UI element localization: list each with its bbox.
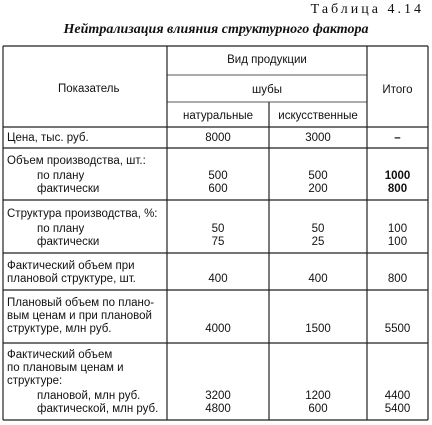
header-col-artificial: искусственные bbox=[278, 110, 358, 122]
row-structure-label: Структура производства, %: bbox=[7, 208, 158, 220]
row-structure-fact-label: фактически bbox=[37, 236, 100, 248]
row-price-nat: 8000 bbox=[205, 132, 231, 144]
row-volume-total-plan: 1000 bbox=[384, 170, 411, 182]
header-group: шубы bbox=[252, 84, 282, 96]
row-fvpp-art-fact: 600 bbox=[308, 403, 328, 415]
row-pvpp-nat: 4000 bbox=[205, 323, 231, 335]
table-number: Таблица 4.14 bbox=[310, 2, 424, 17]
row-fvpp-total-fact: 5400 bbox=[384, 403, 411, 415]
header-indicator: Показатель bbox=[58, 83, 120, 95]
row-volume-art-plan: 500 bbox=[308, 170, 328, 182]
row-structure-art-fact: 25 bbox=[311, 236, 325, 248]
row-fvpp-nat-plan: 3200 bbox=[205, 390, 231, 402]
row-volume-label: Объем производства, шт.: bbox=[7, 155, 146, 167]
row-pvpp-art: 1500 bbox=[305, 323, 331, 335]
row-volume-fact-label: фактически bbox=[37, 183, 100, 195]
row-pvpp-label-2: вым ценам и при плановой bbox=[7, 310, 152, 322]
header-product-type: Вид продукции bbox=[227, 54, 307, 66]
row-volume-nat-fact: 600 bbox=[208, 183, 228, 195]
row-fvpp-nat-fact: 4800 bbox=[205, 403, 231, 415]
row-fvps-art: 400 bbox=[308, 273, 328, 285]
row-fvps-total: 800 bbox=[387, 273, 408, 285]
row-fvpp-label-2: по плановым ценам и bbox=[7, 362, 124, 374]
header-col-natural: натуральные bbox=[182, 110, 254, 122]
row-volume-plan-label: по плану bbox=[37, 170, 85, 182]
row-fvpp-total-plan: 4400 bbox=[384, 390, 411, 402]
row-fvps-label-1: Фактический объем при bbox=[7, 260, 135, 272]
row-price-total: – bbox=[394, 132, 401, 144]
header-total: Итого bbox=[382, 84, 413, 96]
row-price-label: Цена, тыс. руб. bbox=[7, 132, 89, 144]
table-title: Нейтрализация влияния структурного фактора bbox=[63, 22, 369, 37]
row-fvpp-label-1: Фактический объем bbox=[7, 349, 113, 361]
row-structure-total-fact: 100 bbox=[387, 236, 408, 248]
row-volume-total-fact: 800 bbox=[387, 183, 408, 195]
row-structure-total-plan: 100 bbox=[387, 223, 408, 235]
row-structure-nat-plan: 50 bbox=[211, 223, 225, 235]
row-fvpp-fact-label: фактической, млн руб. bbox=[37, 403, 159, 415]
row-structure-nat-fact: 75 bbox=[211, 236, 225, 248]
row-fvps-label-2: плановой структуре, шт. bbox=[7, 273, 136, 285]
row-pvpp-total: 5500 bbox=[384, 323, 411, 335]
row-price-art: 3000 bbox=[305, 132, 331, 144]
row-pvpp-label-1: Плановый объем по плано- bbox=[7, 297, 155, 309]
row-fvps-nat: 400 bbox=[208, 273, 228, 285]
row-structure-art-plan: 50 bbox=[311, 223, 325, 235]
row-fvpp-plan-label: плановой, млн руб. bbox=[37, 390, 141, 402]
row-volume-nat-plan: 500 bbox=[208, 170, 228, 182]
row-volume-art-fact: 200 bbox=[308, 183, 328, 195]
row-pvpp-label-3: структуре, млн руб. bbox=[7, 323, 112, 335]
row-structure-plan-label: по плану bbox=[37, 223, 85, 235]
row-fvpp-label-3: структуре: bbox=[7, 375, 63, 387]
row-fvpp-art-plan: 1200 bbox=[305, 390, 331, 402]
